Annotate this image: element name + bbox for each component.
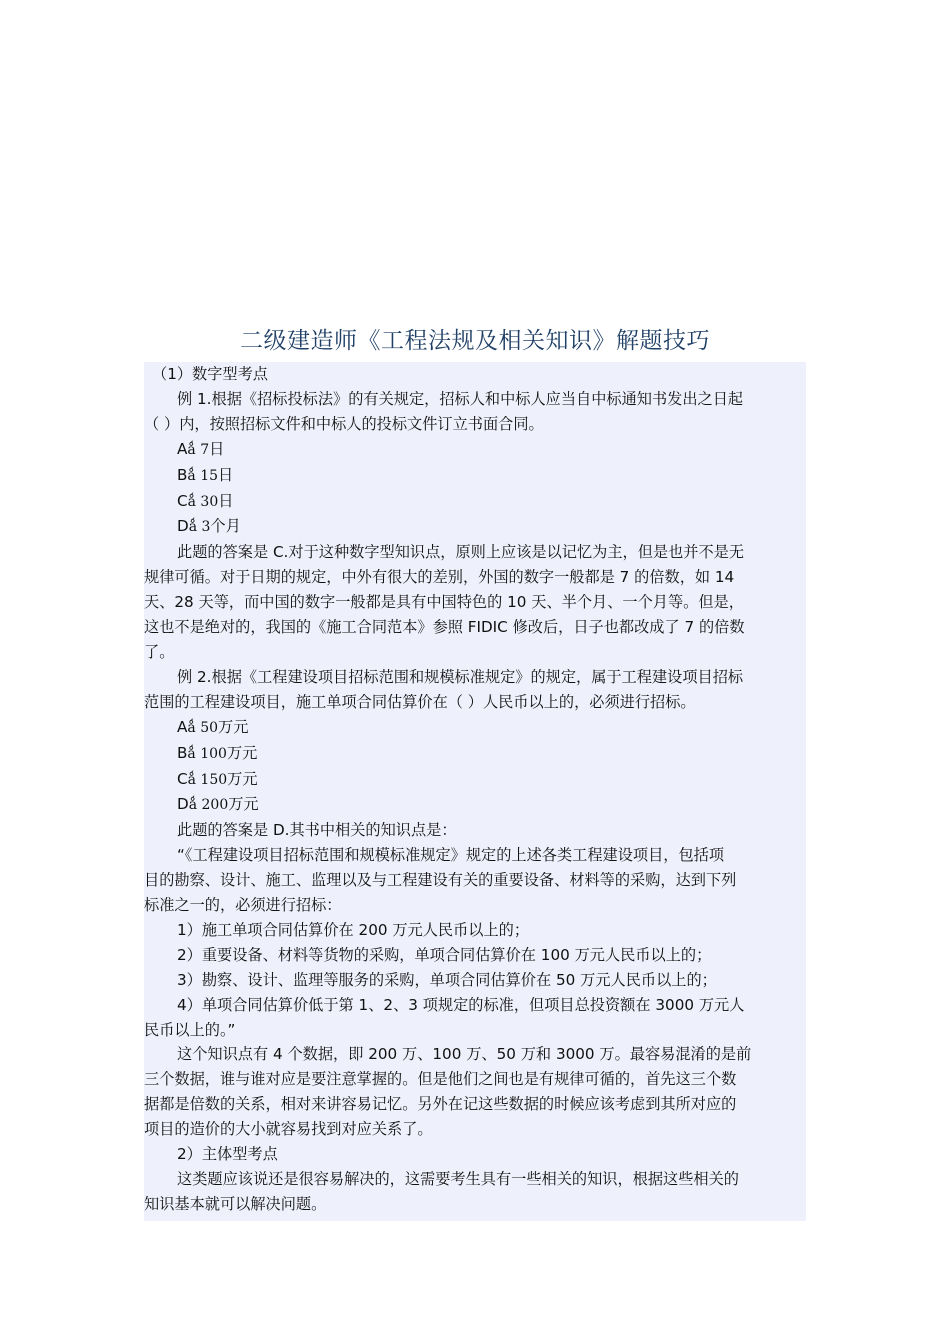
option-separator: ǻ [187, 745, 201, 762]
option-letter: C [177, 491, 188, 510]
paragraph-line: 知识基本就可以解决问题。 [144, 1194, 327, 1213]
paragraph-line: 这个知识点有 4 个数据，即 200 万、100 万、50 万和 3000 万。最容易混淆的是前 [177, 1045, 752, 1064]
option-value: 150 [200, 771, 228, 788]
paragraph-line: 此题的答案是 D.其书中相关的知识点是： [177, 821, 457, 840]
answer-option [144, 715, 806, 741]
option-separator: ǻ [187, 467, 201, 484]
paragraph-line: 4）单项合同估算价低于第 1、2、3 项规定的标准，但项目总投资额在 3000 万元人 [177, 995, 745, 1014]
option-separator: ǻ [187, 441, 201, 458]
option-value: 3 [201, 519, 211, 536]
paragraph-line: 这也不是绝对的，我国的《施工合同范本》参照 FIDIC 修改后，日子也都改成了 7 的倍数 [144, 618, 745, 637]
document-body [144, 362, 806, 1221]
option-letter: A [177, 717, 188, 736]
answer-option [144, 767, 806, 793]
option-separator: ǻ [187, 493, 201, 510]
option-letter: B [177, 743, 188, 762]
paragraph-line: 天、28 天等，而中国的数字一般都是具有中国特色的 10 天、半个月、一个月等。但是， [144, 593, 744, 612]
answer-option [144, 514, 806, 540]
document-title: 二级建造师《工程法规及相关知识》解题技巧 [240, 328, 710, 354]
paragraph-line: 项目的造价的大小就容易找到对应关系了。 [144, 1120, 433, 1139]
option-letter: C [177, 769, 188, 788]
option-unit: 日 [218, 465, 234, 484]
option-unit: 万元 [226, 743, 258, 762]
paragraph-line: 范围的工程建设项目，施工单项合同估算价在（ ）人民币以上的，必须进行招标。 [144, 692, 696, 711]
paragraph-line: 1）施工单项合同估算价在 200 万元人民币以上的； [177, 920, 530, 939]
paragraph-line: 这类题应该说还是很容易解决的，这需要考生具有一些相关的知识，根据这些相关的 [177, 1170, 739, 1188]
option-value: 15 [200, 467, 219, 484]
paragraph-line: 2）主体型考点 [177, 1145, 278, 1164]
option-value: 200 [201, 797, 229, 814]
option-value: 50 [200, 719, 219, 736]
answer-option [144, 741, 806, 767]
option-separator: ǻ [188, 797, 202, 814]
paragraph-line: （ ）内，按照招标文件和中标人的投标文件订立书面合同。 [144, 414, 544, 433]
paragraph-line: 此题的答案是 C.对于这种数字型知识点，原则上应该是以记忆为主，但是也并不是无 [177, 543, 745, 562]
option-separator: ǻ [187, 719, 201, 736]
paragraph-line: 三个数据，谁与谁对应是要注意掌握的。但是他们之间也是有规律可循的，首先这三个数 [144, 1070, 737, 1089]
paragraph-line: 据都是倍数的关系，相对来讲容易记忆。另外在记这些数据的时候应该考虑到其所对应的 [144, 1095, 737, 1114]
answer-option [144, 489, 806, 515]
option-letter: D [177, 795, 189, 814]
paragraph-line: “《工程建设项目招标范围和规模标准规定》规定的上述各类工程建设项目，包括项 [177, 846, 725, 865]
answer-option [144, 792, 806, 818]
answer-option [144, 437, 806, 463]
answer-option [144, 463, 806, 489]
paragraph-line: 民币以上的。” [144, 1020, 236, 1039]
option-unit: 个月 [210, 517, 241, 536]
paragraph-line: 2）重要设备、材料等货物的采购，单项合同估算价在 100 万元人民币以上的； [177, 945, 712, 964]
option-unit: 日 [209, 439, 225, 458]
paragraph-line: 例 1.根据《招标投标法》的有关规定，招标人和中标人应当自中标通知书发出之日起 [177, 389, 744, 408]
section-heading: （1）数字型考点 [152, 365, 268, 383]
option-unit: 日 [218, 491, 234, 510]
option-separator: ǻ [188, 519, 202, 536]
paragraph-line: 3）勘察、设计、监理等服务的采购，单项合同估算价在 50 万元人民币以上的； [177, 970, 717, 989]
paragraph-line: 规律可循。对于日期的规定，中外有很大的差别，外国的数字一般都是 7 的倍数，如 14 [144, 568, 735, 587]
option-unit: 万元 [228, 795, 259, 814]
option-letter: A [177, 439, 188, 458]
option-unit: 万元 [227, 769, 258, 788]
paragraph-line: 标准之一的，必须进行招标： [144, 896, 342, 915]
paragraph-line: 了。 [144, 642, 175, 661]
paragraph-line: 例 2.根据《工程建设项目招标范围和规模标准规定》的规定，属于工程建设项目招标 [177, 667, 744, 686]
option-letter: D [177, 517, 189, 536]
option-value: 100 [200, 745, 227, 762]
option-letter: B [177, 465, 188, 484]
paragraph-line: 目的勘察、设计、施工、监理以及与工程建设有关的重要设备、材料等的采购，达到下列 [144, 871, 737, 890]
option-separator: ǻ [187, 771, 201, 788]
option-value: 7 [200, 441, 210, 458]
option-unit: 万元 [218, 717, 249, 736]
option-value: 30 [200, 493, 219, 510]
